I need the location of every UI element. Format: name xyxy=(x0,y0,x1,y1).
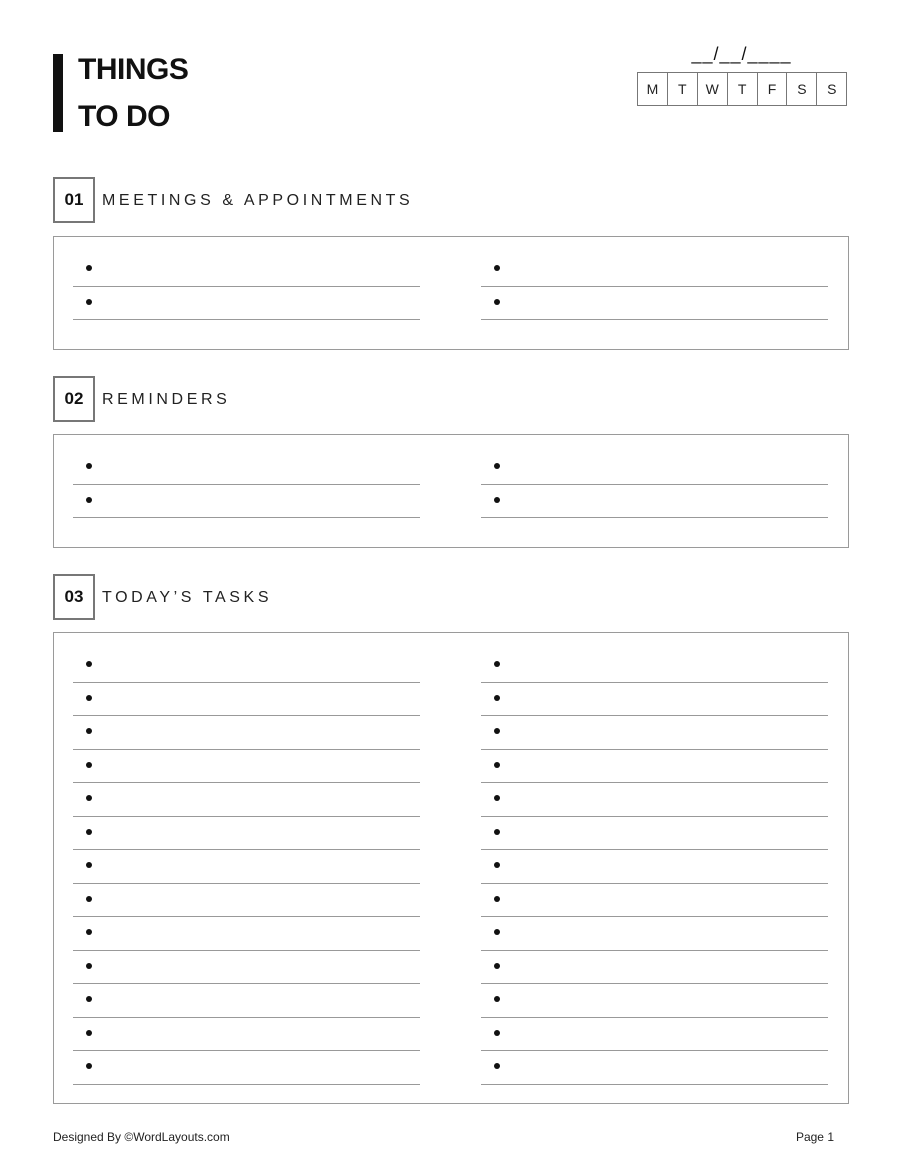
weekday-cell[interactable]: F xyxy=(758,73,788,106)
list-item-line[interactable] xyxy=(73,451,420,485)
list-item-line[interactable] xyxy=(73,716,420,750)
list-column-right xyxy=(481,649,828,1085)
bullet-icon xyxy=(86,829,92,835)
list-item-line[interactable] xyxy=(481,716,828,750)
list-column-right xyxy=(481,253,828,320)
list-item-line[interactable] xyxy=(481,917,828,951)
bullet-icon xyxy=(494,497,500,503)
bullet-icon xyxy=(86,661,92,667)
list-item-line[interactable] xyxy=(73,850,420,884)
meetings-list-box xyxy=(53,236,849,350)
bullet-icon xyxy=(494,299,500,305)
bullet-icon xyxy=(494,1063,500,1069)
weekday-cell[interactable]: T xyxy=(728,73,758,106)
weekday-cell[interactable]: W xyxy=(698,73,728,106)
bullet-icon xyxy=(86,862,92,868)
title-accent-bar xyxy=(53,54,63,132)
list-column-left xyxy=(73,451,420,518)
bullet-icon xyxy=(86,497,92,503)
list-item-line[interactable] xyxy=(73,683,420,717)
section-number-meetings: 01 xyxy=(53,177,95,223)
list-item-line[interactable] xyxy=(481,783,828,817)
bullet-icon xyxy=(494,862,500,868)
bullet-icon xyxy=(494,829,500,835)
bullet-icon xyxy=(86,299,92,305)
bullet-icon xyxy=(86,463,92,469)
list-item-line[interactable] xyxy=(481,485,828,519)
bullet-icon xyxy=(494,795,500,801)
list-item-line[interactable] xyxy=(481,850,828,884)
bullet-icon xyxy=(86,929,92,935)
list-item-line[interactable] xyxy=(481,451,828,485)
list-item-line[interactable] xyxy=(481,1018,828,1052)
list-item-line[interactable] xyxy=(481,984,828,1018)
bullet-icon xyxy=(86,795,92,801)
list-item-line[interactable] xyxy=(481,649,828,683)
bullet-icon xyxy=(86,695,92,701)
list-item-line[interactable] xyxy=(73,1051,420,1085)
list-column-left xyxy=(73,253,420,320)
date-field[interactable]: __/__/____ xyxy=(691,44,792,64)
list-item-line[interactable] xyxy=(73,287,420,321)
bullet-icon xyxy=(494,762,500,768)
section-title-meetings: MEETINGS & APPOINTMENTS xyxy=(102,192,414,209)
list-item-line[interactable] xyxy=(73,984,420,1018)
bullet-icon xyxy=(494,661,500,667)
list-item-line[interactable] xyxy=(73,750,420,784)
list-item-line[interactable] xyxy=(73,951,420,985)
section-title-reminders: REMINDERS xyxy=(102,391,231,408)
footer-credit: Designed By ©WordLayouts.com xyxy=(53,1130,230,1144)
weekday-selector xyxy=(637,72,847,106)
weekday-cell[interactable]: S xyxy=(787,73,817,106)
bullet-icon xyxy=(494,963,500,969)
list-item-line[interactable] xyxy=(481,1051,828,1085)
list-item-line[interactable] xyxy=(73,884,420,918)
page-title-line-1: THINGS xyxy=(78,53,189,86)
bullet-icon xyxy=(86,1030,92,1036)
weekday-cell[interactable]: S xyxy=(817,73,847,106)
bullet-icon xyxy=(86,1063,92,1069)
bullet-icon xyxy=(86,963,92,969)
list-item-line[interactable] xyxy=(481,750,828,784)
section-title-tasks: TODAY’S TASKS xyxy=(102,589,273,606)
section-number-tasks: 03 xyxy=(53,574,95,620)
list-column-right xyxy=(481,451,828,518)
bullet-icon xyxy=(494,265,500,271)
list-item-line[interactable] xyxy=(73,1018,420,1052)
footer-page-number: Page 1 xyxy=(795,1130,834,1144)
list-item-line[interactable] xyxy=(481,287,828,321)
list-item-line[interactable] xyxy=(481,951,828,985)
bullet-icon xyxy=(494,728,500,734)
list-item-line[interactable] xyxy=(481,683,828,717)
bullet-icon xyxy=(86,265,92,271)
page-title-line-2: TO DO xyxy=(78,100,170,133)
section-number-reminders: 02 xyxy=(53,376,95,422)
list-column-left xyxy=(73,649,420,1085)
bullet-icon xyxy=(494,896,500,902)
list-item-line[interactable] xyxy=(73,485,420,519)
reminders-list-box xyxy=(53,434,849,548)
bullet-icon xyxy=(86,996,92,1002)
bullet-icon xyxy=(494,1030,500,1036)
bullet-icon xyxy=(86,896,92,902)
weekday-cell[interactable]: M xyxy=(638,73,668,106)
list-item-line[interactable] xyxy=(73,917,420,951)
list-item-line[interactable] xyxy=(73,817,420,851)
bullet-icon xyxy=(86,728,92,734)
list-item-line[interactable] xyxy=(481,817,828,851)
weekday-cell[interactable]: T xyxy=(668,73,698,106)
tasks-list-box xyxy=(53,632,849,1104)
list-item-line[interactable] xyxy=(481,253,828,287)
list-item-line[interactable] xyxy=(73,649,420,683)
bullet-icon xyxy=(494,929,500,935)
bullet-icon xyxy=(494,996,500,1002)
bullet-icon xyxy=(494,695,500,701)
bullet-icon xyxy=(494,463,500,469)
bullet-icon xyxy=(86,762,92,768)
list-item-line[interactable] xyxy=(481,884,828,918)
list-item-line[interactable] xyxy=(73,253,420,287)
list-item-line[interactable] xyxy=(73,783,420,817)
